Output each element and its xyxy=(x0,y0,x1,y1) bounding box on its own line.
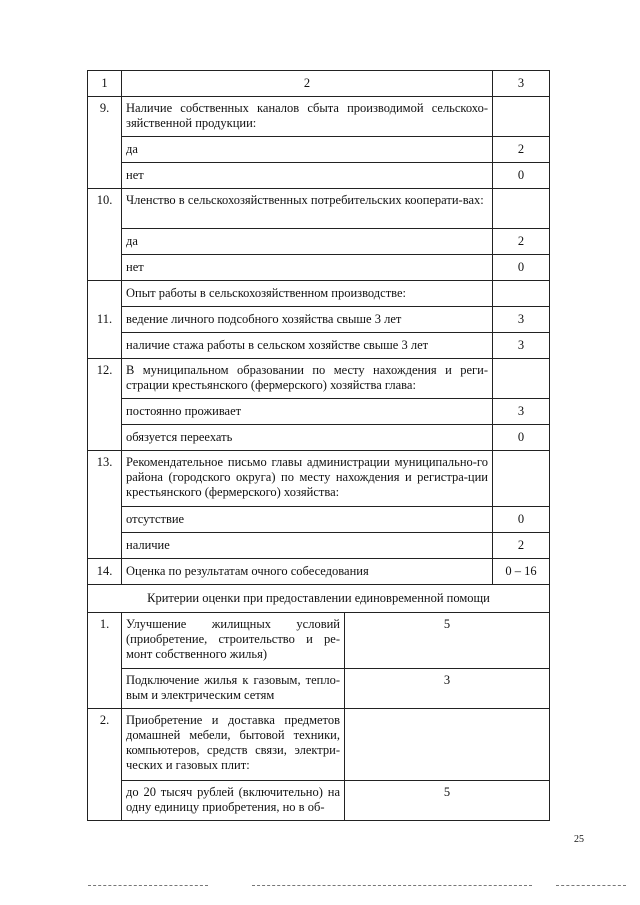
option-label: да xyxy=(122,137,493,163)
row-number: 9. xyxy=(88,97,122,189)
table-row xyxy=(88,781,550,821)
row-number: 2. xyxy=(88,709,122,821)
row-number: 13. xyxy=(88,451,122,559)
table-row xyxy=(88,163,550,189)
option-label: наличие стажа работы в сельском хозяйстве свыше 3 лет xyxy=(122,333,493,359)
criteria-table xyxy=(87,70,550,821)
option-value: 0 xyxy=(493,255,550,281)
option-label: отсутствие xyxy=(122,507,493,533)
table-row xyxy=(88,255,550,281)
value-cell-empty xyxy=(493,451,550,507)
table-row xyxy=(88,189,550,229)
table-row xyxy=(88,229,550,255)
row-title: Рекомендательное письмо главы администрации муниципально-го района (городского округа) по месту нахождения и регистра-ции крестьянского (фермерского) хозяйства: xyxy=(122,451,493,507)
table-row xyxy=(88,613,550,669)
value-cell-empty xyxy=(493,189,550,229)
item-label: до 20 тысяч рублей (включительно) на одну единицу приобретения, но в об- xyxy=(122,781,345,821)
option-label: ведение личного подсобного хозяйства свыше 3 лет xyxy=(122,307,493,333)
option-value: 2 xyxy=(493,229,550,255)
row-number: 1. xyxy=(88,613,122,709)
row-title: Опыт работы в сельскохозяйственном производстве: xyxy=(122,281,493,307)
option-value: 3 xyxy=(493,399,550,425)
option-label: нет xyxy=(122,163,493,189)
page-number: 25 xyxy=(574,834,584,845)
section-header-row xyxy=(88,585,550,613)
row-value: 0 – 16 xyxy=(493,559,550,585)
table-row xyxy=(88,97,550,137)
option-value: 2 xyxy=(493,533,550,559)
option-value: 3 xyxy=(493,333,550,359)
item-value xyxy=(345,709,550,781)
value-cell-empty xyxy=(493,97,550,137)
row-number: 14. xyxy=(88,559,122,585)
item-value: 5 xyxy=(345,613,550,669)
table-row xyxy=(88,507,550,533)
option-label: нет xyxy=(122,255,493,281)
item-value: 3 xyxy=(345,669,550,709)
option-value: 0 xyxy=(493,507,550,533)
value-cell-empty xyxy=(493,281,550,307)
table-row xyxy=(88,669,550,709)
row-number: 10. xyxy=(88,189,122,281)
item-label: Подключение жилья к газовым, тепло-вым и электрическим сетям xyxy=(122,669,345,709)
row-title: В муниципальном образовании по месту нахождения и реги-страции крестьянского (фермерского) хозяйства глава: xyxy=(122,359,493,399)
table-row xyxy=(88,709,550,781)
option-value: 0 xyxy=(493,163,550,189)
row-number: 12. xyxy=(88,359,122,451)
row-title: Наличие собственных каналов сбыта производимой сельскохо-зяйственной продукции: xyxy=(122,97,493,137)
header-col-1: 1 xyxy=(88,71,122,97)
option-value: 3 xyxy=(493,307,550,333)
row-number: 11. xyxy=(88,281,122,359)
option-label: наличие xyxy=(122,533,493,559)
table-row xyxy=(88,533,550,559)
table-row xyxy=(88,333,550,359)
table-row xyxy=(88,399,550,425)
footer-divider xyxy=(252,885,532,886)
option-value: 2 xyxy=(493,137,550,163)
table-row xyxy=(88,307,550,333)
header-col-3: 3 xyxy=(493,71,550,97)
item-label: Улучшение жилищных условий (приобретение, строительство и ре-монт собственного жилья) xyxy=(122,613,345,669)
table-row xyxy=(88,559,550,585)
row-title: Членство в сельскохозяйственных потребительских кооперати-вах: xyxy=(122,189,493,229)
table-row xyxy=(88,425,550,451)
row-title: Оценка по результатам очного собеседования xyxy=(122,559,493,585)
table-row xyxy=(88,451,550,507)
table-row xyxy=(88,137,550,163)
value-cell-empty xyxy=(493,359,550,399)
table-row xyxy=(88,281,550,307)
option-label: постоянно проживает xyxy=(122,399,493,425)
item-label: Приобретение и доставка предметов домашней мебели, бытовой техники, компьютеров, средств связи, электри-ческих и газовых плит: xyxy=(122,709,345,781)
header-row xyxy=(88,71,550,97)
option-label: да xyxy=(122,229,493,255)
option-label: обязуется переехать xyxy=(122,425,493,451)
section-title: Критерии оценки при предоставлении единовременной помощи xyxy=(88,585,550,613)
table-row xyxy=(88,359,550,399)
footer-divider xyxy=(556,885,626,886)
item-value: 5 xyxy=(345,781,550,821)
footer-divider xyxy=(88,885,208,886)
option-value: 0 xyxy=(493,425,550,451)
header-col-2: 2 xyxy=(122,71,493,97)
